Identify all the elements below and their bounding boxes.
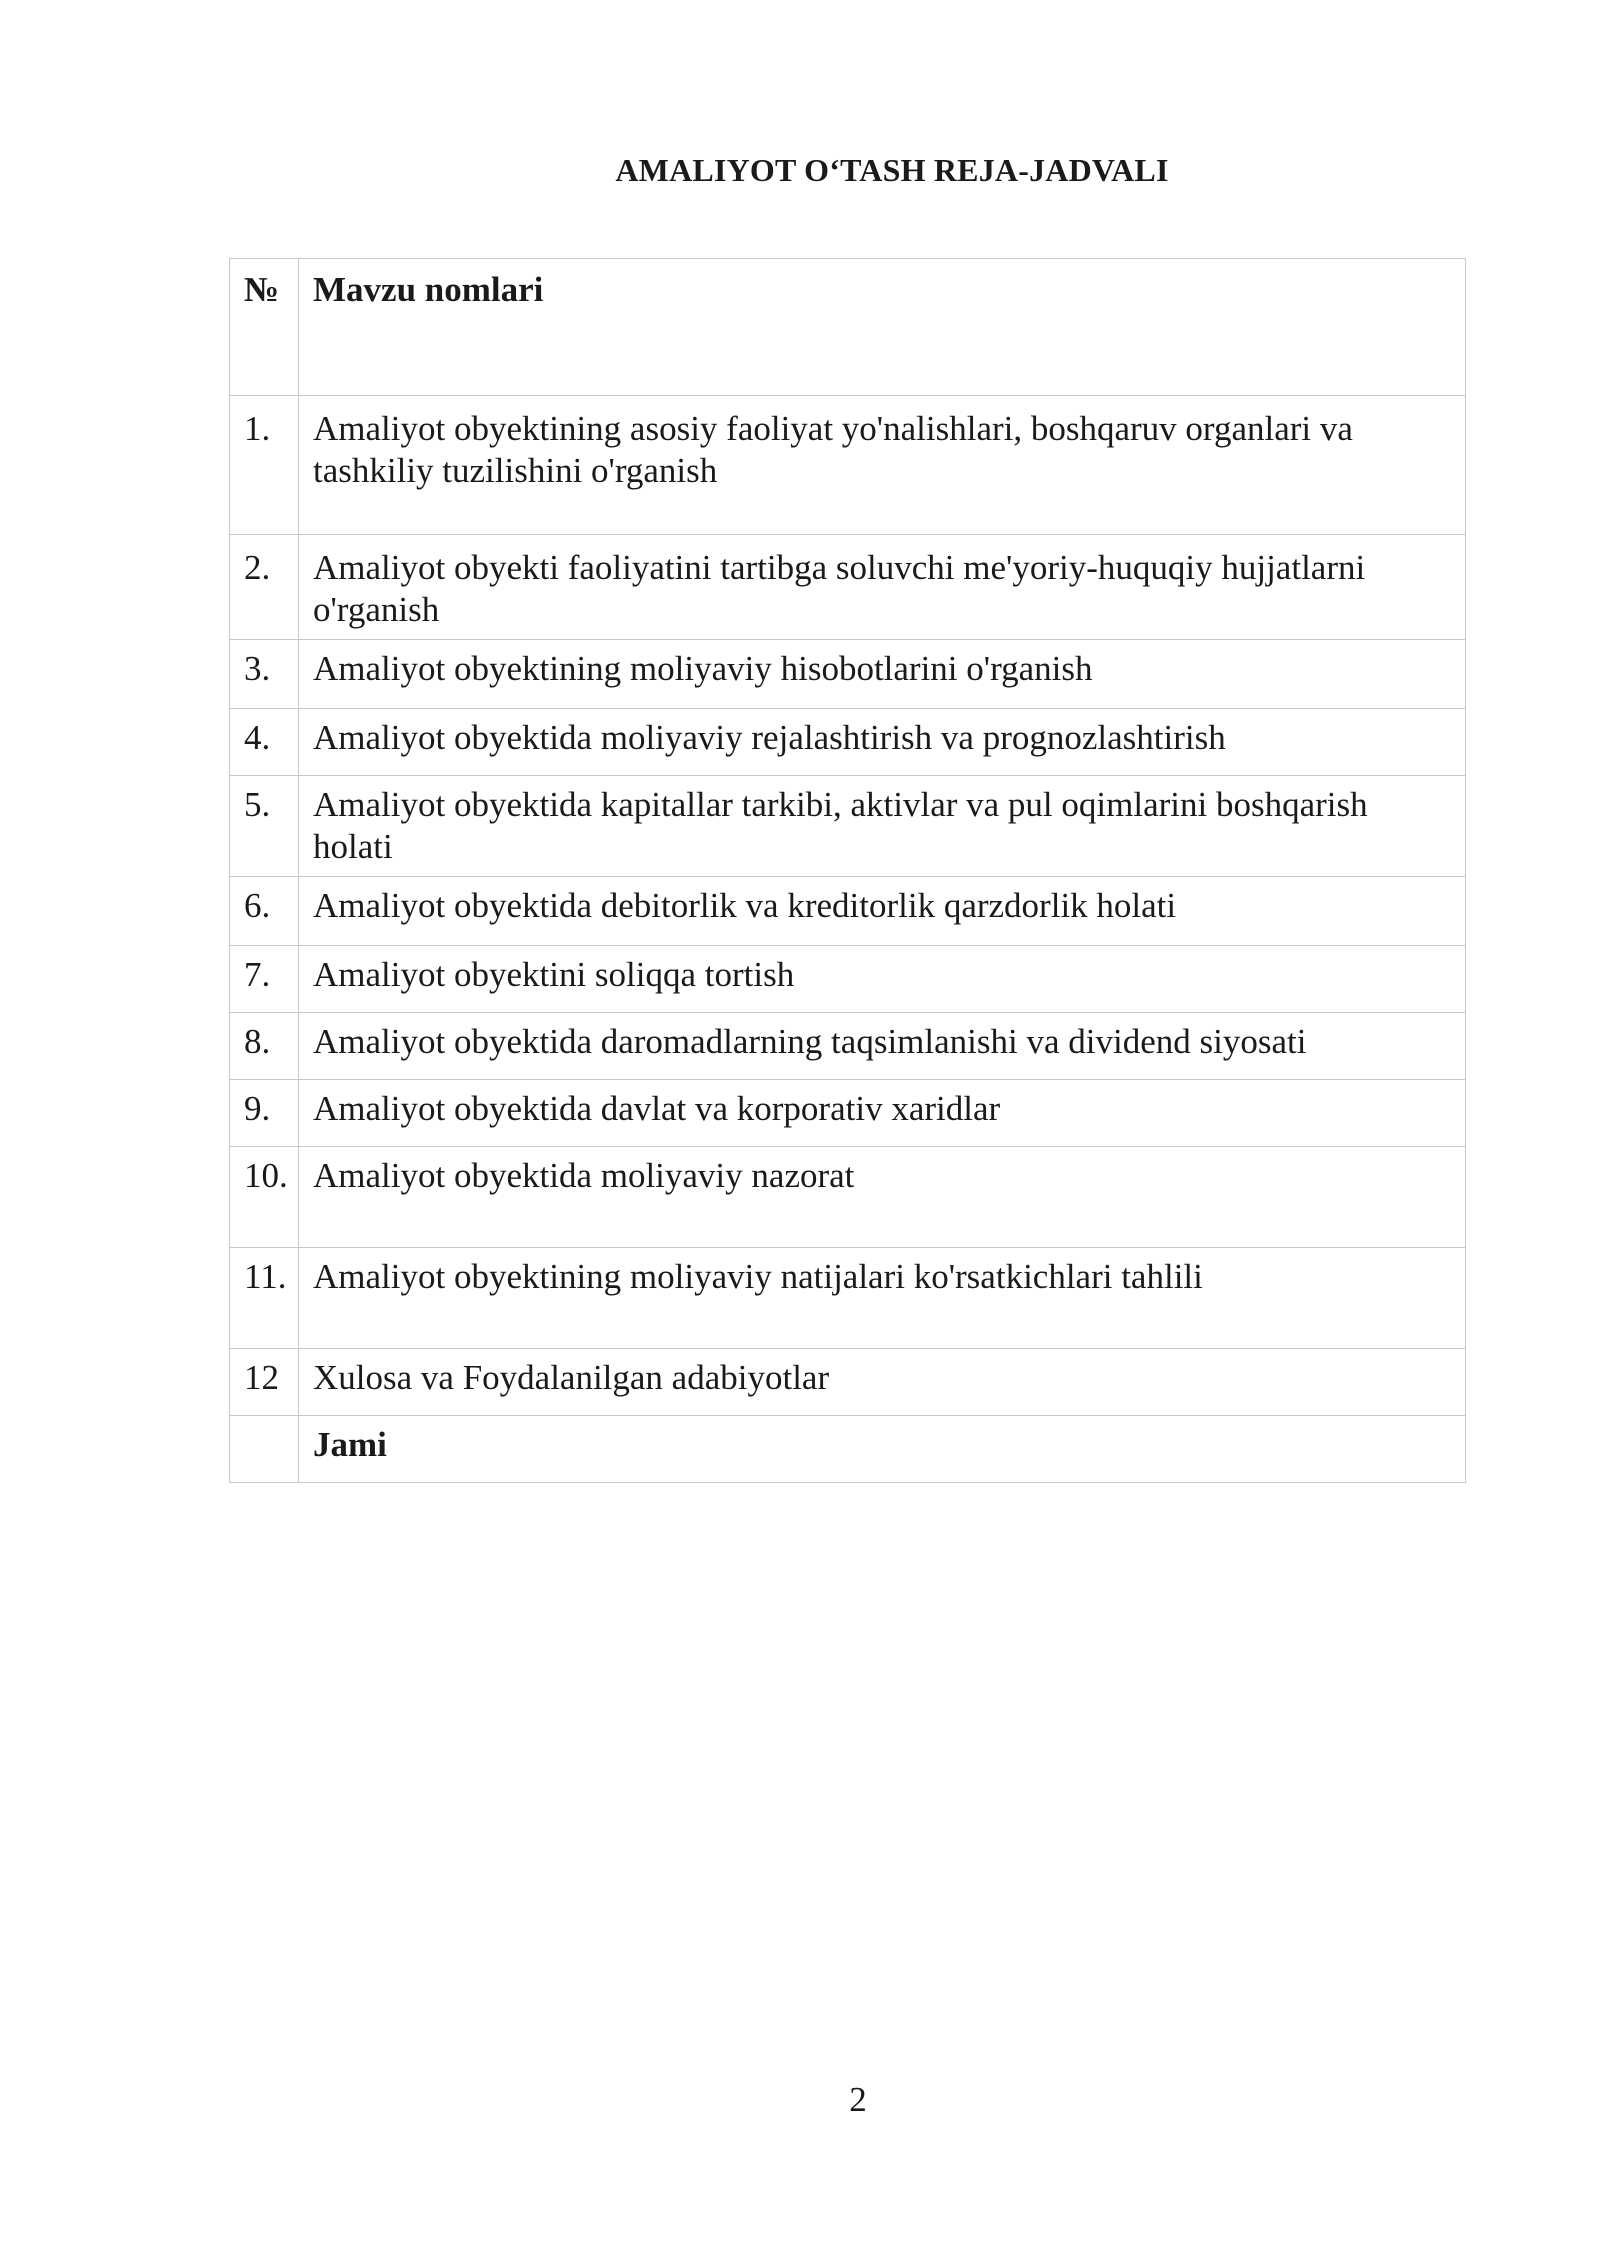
row-num-cell: 3. — [230, 640, 299, 709]
table-row — [230, 535, 1466, 640]
table-total-row — [230, 1416, 1466, 1483]
row-num-cell: 7. — [230, 946, 299, 1013]
row-num-cell: 8. — [230, 1013, 299, 1080]
table-row — [230, 396, 1466, 535]
row-num-cell: 11. — [230, 1248, 299, 1349]
row-topic-cell: Amaliyot obyektida moliyaviy nazorat — [299, 1147, 1466, 1248]
table-row — [230, 946, 1466, 1013]
header-num-cell: № — [230, 259, 299, 396]
table-row — [230, 1080, 1466, 1147]
row-num-cell: 6. — [230, 877, 299, 946]
table-row — [230, 709, 1466, 776]
row-num-cell: 9. — [230, 1080, 299, 1147]
table-row — [230, 1349, 1466, 1416]
row-topic-cell: Amaliyot obyektida davlat va korporativ xaridlar — [299, 1080, 1466, 1147]
row-num-cell: 4. — [230, 709, 299, 776]
row-num-cell: 2. — [230, 535, 299, 640]
row-topic-cell: Amaliyot obyektining moliyaviy natijalari ko'rsatkichlari tahlili — [299, 1248, 1466, 1349]
table-row — [230, 877, 1466, 946]
row-num-cell: 1. — [230, 396, 299, 535]
table-row — [230, 1147, 1466, 1248]
total-num-cell — [230, 1416, 299, 1483]
row-topic-cell: Amaliyot obyektida kapitallar tarkibi, aktivlar va pul oqimlarini boshqarish holati — [299, 776, 1466, 877]
row-topic-cell: Amaliyot obyektida debitorlik va kreditorlik qarzdorlik holati — [299, 877, 1466, 946]
row-topic-cell: Amaliyot obyektida moliyaviy rejalashtirish va prognozlashtirish — [299, 709, 1466, 776]
row-num-cell: 10. — [230, 1147, 299, 1248]
table-header-row — [230, 259, 1466, 396]
row-topic-cell: Amaliyot obyektining asosiy faoliyat yo'nalishlari, boshqaruv organlari va tashkiliy tuzilishini o'rganish — [299, 396, 1466, 535]
row-topic-cell: Amaliyot obyektining moliyaviy hisobotlarini o'rganish — [299, 640, 1466, 709]
table-row — [230, 1013, 1466, 1080]
header-topic-cell: Mavzu nomlari — [299, 259, 1466, 396]
row-topic-cell: Amaliyot obyektida daromadlarning taqsimlanishi va dividend siyosati — [299, 1013, 1466, 1080]
row-num-cell: 12 — [230, 1349, 299, 1416]
document-title: AMALIYOT O‘TASH REJA-JADVALI — [615, 152, 1169, 188]
table-row — [230, 776, 1466, 877]
plan-table — [229, 258, 1466, 1483]
row-topic-cell: Amaliyot obyektini soliqqa tortish — [299, 946, 1466, 1013]
row-topic-cell: Amaliyot obyekti faoliyatini tartibga soluvchi me'yoriy-huquqiy hujjatlarni o'rganish — [299, 535, 1466, 640]
table-row — [230, 1248, 1466, 1349]
page-number: 2 — [849, 2080, 867, 2119]
total-label: Jami — [299, 1416, 1466, 1483]
row-topic-cell: Xulosa va Foydalanilgan adabiyotlar — [299, 1349, 1466, 1416]
row-num-cell: 5. — [230, 776, 299, 877]
table-row — [230, 640, 1466, 709]
